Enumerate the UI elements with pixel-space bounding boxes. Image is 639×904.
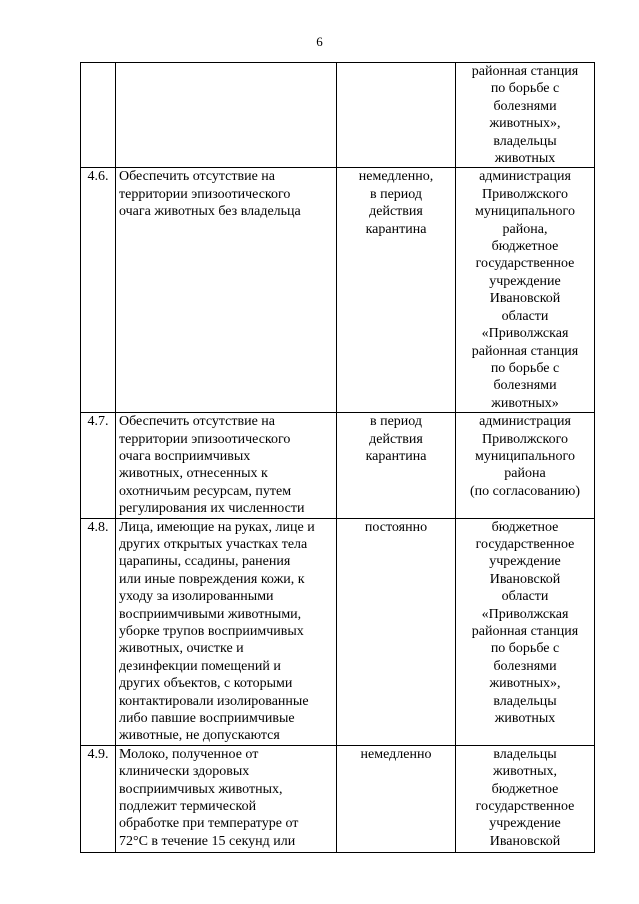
term-cell (337, 518, 456, 745)
measures-table (80, 62, 595, 853)
cell-line: государственное (475, 256, 575, 272)
cell-line: уходу за изолированными (119, 589, 274, 605)
cell-line: администрация (479, 414, 571, 430)
term-cell (337, 63, 456, 168)
cell-line: немедленно (360, 746, 432, 762)
cell-line: очага животных без владельца (119, 204, 301, 220)
table-row (81, 63, 595, 168)
item-number-cell (81, 413, 116, 518)
cell-line: 4.6. (87, 169, 109, 185)
cell-line: животные, не допускаются (119, 728, 280, 744)
cell-line: карантина (365, 448, 427, 464)
measure-cell (116, 63, 337, 168)
table-row (81, 745, 595, 852)
cell-line: по борьбе с (490, 641, 560, 657)
cell-line: по борьбе с (490, 81, 560, 97)
cell-line: регулирования их численности (119, 501, 305, 517)
cell-line: по борьбе с (490, 360, 560, 376)
cell-line: 72°С в течение 15 секунд или (119, 833, 296, 849)
cell-line: животных, (492, 764, 557, 780)
cell-line: района (504, 466, 546, 482)
item-number-cell (81, 168, 116, 413)
cell-line: бюджетное (491, 519, 559, 535)
cell-line: клинически здоровых (119, 764, 250, 780)
cell-line: постоянно (364, 519, 428, 535)
cell-line: районная станция (471, 343, 579, 359)
cell-line: территории эпизоотического (119, 186, 291, 202)
cell-line: в период (369, 186, 423, 202)
measure-cell (116, 745, 337, 852)
measure-cell (116, 518, 337, 745)
cell-line: животных (494, 151, 556, 167)
cell-line: либо павшие восприимчивые (119, 711, 295, 727)
cell-line: обработке при температуре от (119, 816, 299, 832)
cell-line: животных, очистке и (119, 641, 244, 657)
cell-line: (по согласованию) (469, 483, 581, 499)
cell-line: карантина (365, 221, 427, 237)
responsible-cell (456, 745, 595, 852)
cell-line: администрация (479, 169, 571, 185)
cell-line: «Приволжская (481, 606, 569, 622)
cell-line: «Приволжская (481, 326, 569, 342)
cell-line: контактировали изолированные (119, 693, 309, 709)
cell-line: Ивановской (489, 833, 561, 849)
item-number-cell (81, 518, 116, 745)
cell-line: учреждение (489, 554, 561, 570)
term-cell (337, 745, 456, 852)
cell-line: уборке трупов восприимчивых (119, 624, 304, 639)
responsible-cell (456, 168, 595, 413)
cell-line: подлежит термической (119, 799, 257, 815)
term-cell (337, 168, 456, 413)
cell-line: муниципального (475, 204, 575, 220)
cell-line: бюджетное (491, 239, 559, 255)
cell-line: Ивановской (489, 571, 561, 587)
cell-line: территории эпизоотического (119, 431, 291, 447)
cell-line: районная станция (471, 624, 579, 639)
item-number-cell (81, 63, 116, 168)
cell-line: владельцы (493, 693, 557, 709)
cell-line: государственное (475, 799, 575, 815)
cell-line: владельцы (493, 133, 557, 149)
cell-line: восприимчивых животных, (119, 781, 283, 797)
cell-line: 4.8. (87, 519, 109, 535)
cell-line: животных», (489, 116, 561, 132)
term-cell (337, 413, 456, 518)
responsible-cell (456, 518, 595, 745)
cell-line: области (501, 589, 549, 605)
cell-line: действия (369, 204, 423, 220)
cell-line: Обеспечить отсутствие на (119, 169, 275, 185)
cell-line: охотничьим ресурсам, путем (119, 483, 292, 499)
cell-line: учреждение (489, 273, 561, 289)
cell-line: немедленно, (358, 169, 434, 185)
cell-line: районная станция (471, 64, 579, 79)
cell-line: животных (494, 711, 556, 727)
cell-line: Обеспечить отсутствие на (119, 414, 275, 430)
cell-line: болезнями (493, 658, 557, 674)
cell-line: области (501, 308, 549, 324)
cell-line: государственное (475, 536, 575, 552)
measure-cell (116, 168, 337, 413)
cell-line: в период (369, 414, 423, 430)
page-number: 6 (316, 34, 323, 49)
cell-line: 4.9. (87, 746, 109, 762)
cell-line: других объектов, с которыми (119, 676, 293, 692)
cell-line: бюджетное (491, 781, 559, 797)
cell-line: Лица, имеющие на руках, лице и (119, 519, 315, 535)
table-row (81, 518, 595, 745)
table-row (81, 168, 595, 413)
cell-line: Приволжского (481, 186, 569, 202)
responsible-cell (456, 413, 595, 518)
table-body (81, 63, 595, 853)
cell-line: Приволжского (481, 431, 569, 447)
cell-line: царапины, ссадины, ранения (119, 554, 291, 570)
cell-line: Ивановской (489, 291, 561, 307)
cell-line: болезнями (493, 378, 557, 394)
cell-line: владельцы (493, 746, 557, 762)
measure-cell (116, 413, 337, 518)
cell-line: других открытых участках тела (119, 536, 308, 552)
cell-line: животных», (489, 676, 561, 692)
cell-line: болезнями (493, 98, 557, 114)
cell-line: Молоко, полученное от (119, 746, 259, 762)
cell-line: действия (369, 431, 423, 447)
cell-line: или иные повреждения кожи, к (119, 571, 305, 587)
table-row (81, 413, 595, 518)
cell-line: 4.7. (87, 414, 109, 430)
cell-line: муниципального (475, 448, 575, 464)
cell-line: очага восприимчивых (119, 448, 251, 464)
cell-line: восприимчивыми животными, (119, 606, 302, 622)
item-number-cell (81, 745, 116, 852)
cell-line: животных, отнесенных к (119, 466, 268, 482)
cell-line: района, (502, 221, 548, 237)
cell-line: дезинфекции помещений и (119, 658, 281, 674)
cell-line: животных» (491, 395, 559, 411)
responsible-cell (456, 63, 595, 168)
cell-line: учреждение (489, 816, 561, 832)
